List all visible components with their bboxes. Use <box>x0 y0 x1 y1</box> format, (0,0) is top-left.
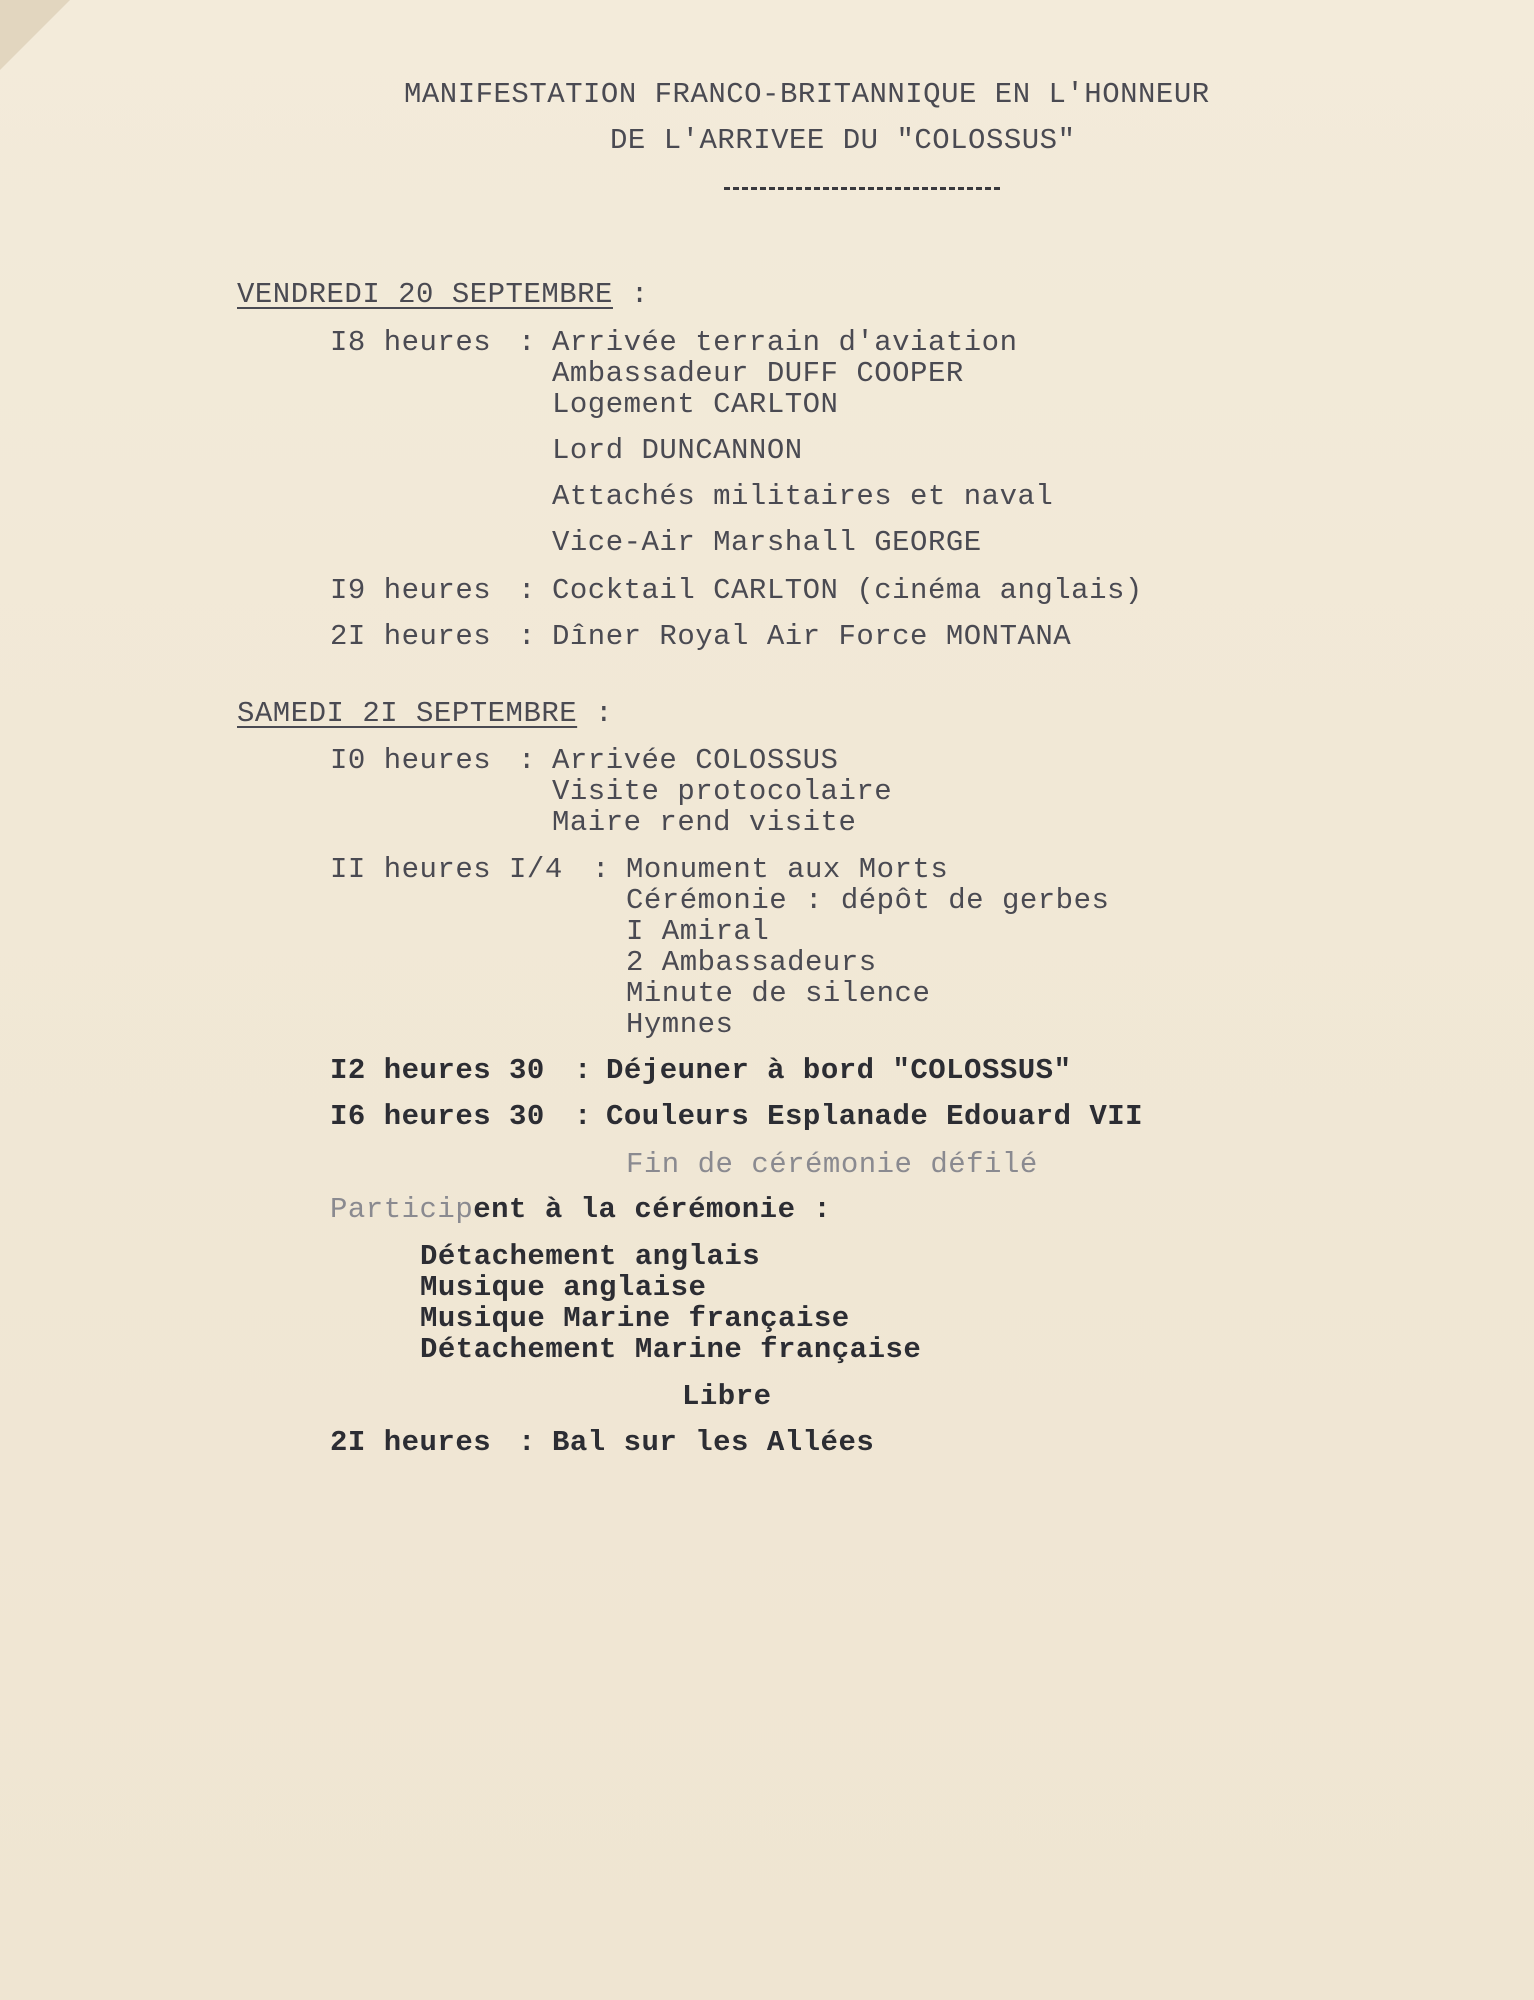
saturday-11-line-2: Cérémonie : dépôt de gerbes <box>626 884 1110 917</box>
friday-time-21: 2I heures <box>330 620 492 653</box>
friday-heading: VENDREDI 20 SEPTEMBRE : <box>237 278 649 311</box>
separator: : <box>518 1426 536 1459</box>
friday-time-19: I9 heures <box>330 574 492 607</box>
separator: : <box>518 744 536 777</box>
separator: : <box>574 1100 592 1133</box>
friday-21-line: Dîner Royal Air Force MONTANA <box>552 620 1072 653</box>
separator: : <box>518 326 536 359</box>
saturday-10-line-3: Maire rend visite <box>552 806 857 839</box>
participant-1: Détachement anglais <box>420 1240 761 1273</box>
saturday-heading: SAMEDI 2I SEPTEMBRE : <box>237 697 613 730</box>
saturday-11-line-1: Monument aux Morts <box>626 853 949 886</box>
friday-lord: Lord DUNCANNON <box>552 434 803 467</box>
folded-corner <box>0 0 70 70</box>
separator: : <box>518 574 536 607</box>
friday-19-line: Cocktail CARLTON (cinéma anglais) <box>552 574 1143 607</box>
title-divider <box>724 187 1000 190</box>
friday-18-line-1: Arrivée terrain d'aviation <box>552 326 1018 359</box>
saturday-11-line-6: Hymnes <box>626 1008 734 1041</box>
participants-heading: Participent à la cérémonie : <box>330 1193 832 1226</box>
saturday-12-line: Déjeuner à bord "COLOSSUS" <box>606 1054 1072 1087</box>
title-line-1: MANIFESTATION FRANCO-BRITANNIQUE EN L'HONNEUR <box>404 78 1210 111</box>
saturday-ceremony-end: Fin de cérémonie défilé <box>626 1148 1038 1181</box>
title-line-2: DE L'ARRIVEE DU "COLOSSUS" <box>610 124 1076 157</box>
friday-18-line-3: Logement CARLTON <box>552 388 839 421</box>
separator: : <box>574 1054 592 1087</box>
separator: : <box>518 620 536 653</box>
saturday-11-line-3: I Amiral <box>626 915 770 948</box>
participant-4: Détachement Marine française <box>420 1333 922 1366</box>
saturday-time-10: I0 heures <box>330 744 492 777</box>
separator: : <box>592 853 610 886</box>
saturday-time-11: II heures I/4 <box>330 853 563 886</box>
saturday-10-line-2: Visite protocolaire <box>552 775 893 808</box>
friday-18-line-2: Ambassadeur DUFF COOPER <box>552 357 964 390</box>
saturday-time-21: 2I heures <box>330 1426 492 1459</box>
participant-3: Musique Marine française <box>420 1302 850 1335</box>
saturday-time-16: I6 heures 30 <box>330 1100 545 1133</box>
free-label: Libre <box>682 1380 772 1413</box>
saturday-21-line: Bal sur les Allées <box>552 1426 875 1459</box>
friday-attaches: Attachés militaires et naval <box>552 480 1054 513</box>
saturday-11-line-5: Minute de silence <box>626 977 931 1010</box>
participant-2: Musique anglaise <box>420 1271 707 1304</box>
saturday-time-12: I2 heures 30 <box>330 1054 545 1087</box>
friday-vice-air: Vice-Air Marshall GEORGE <box>552 526 982 559</box>
saturday-16-line: Couleurs Esplanade Edouard VII <box>606 1100 1144 1133</box>
friday-time-18: I8 heures <box>330 326 492 359</box>
saturday-11-line-4: 2 Ambassadeurs <box>626 946 877 979</box>
saturday-10-line-1: Arrivée COLOSSUS <box>552 744 839 777</box>
